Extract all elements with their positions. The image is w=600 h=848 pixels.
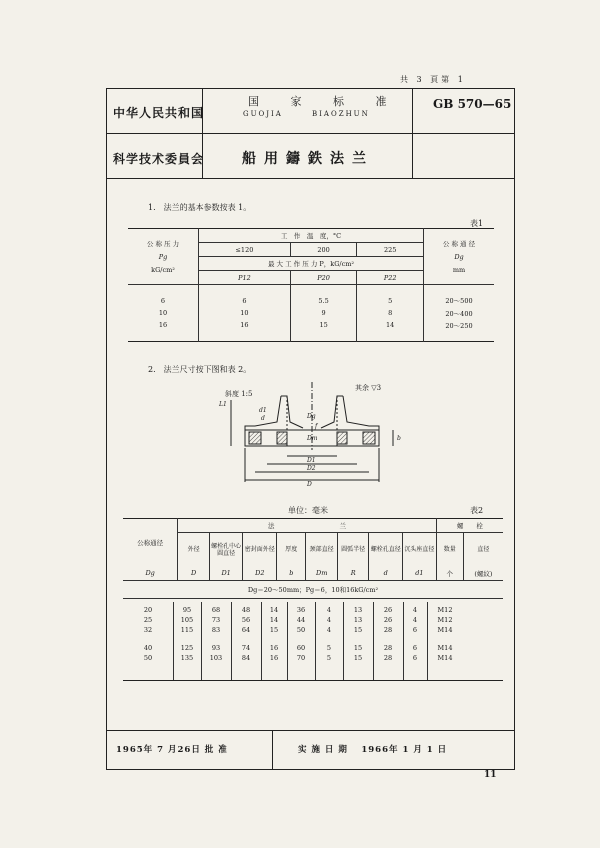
t1-temp-3: 225 (357, 243, 424, 257)
table-cell: 26 (383, 606, 393, 614)
table-cell: 13 (353, 606, 363, 614)
footer-top-line (106, 730, 515, 731)
t1-pressure-label: 公 称 压 力 (146, 240, 180, 248)
fig-label-l1: L1 (219, 401, 227, 408)
t1-pressure-unit: kG/cm² (151, 266, 175, 274)
paragraph-1: 1. 法兰的基本参数按表 1。 (148, 203, 252, 212)
table-cell: 14 (357, 321, 424, 342)
t2-col-counterbore: 沉头座直径 (403, 533, 437, 567)
table-cell: 5 (326, 644, 332, 652)
t1-max-pressure-header: 最 大 工 作 压 力 P，kG/cm² (199, 257, 424, 271)
table-1 (128, 228, 494, 342)
table-cell: 15 (269, 626, 279, 634)
table-cell: 4 (412, 606, 418, 614)
t2-sym: D2 (243, 567, 277, 581)
table-cell: 5 (357, 285, 424, 306)
table-cell: 73 (211, 616, 221, 624)
table-cell: 9 (290, 305, 357, 321)
t2-sym: Dg (123, 567, 178, 581)
table-cell: M12 (437, 616, 453, 624)
document-title: 船用鑄鉄法兰 (242, 151, 374, 167)
table-cell: 20～400 (445, 309, 473, 318)
table-cell: M14 (437, 626, 453, 634)
t2-flange-header: 法 兰 (178, 519, 436, 533)
t2-sym: d (369, 567, 403, 581)
table-2 (123, 518, 503, 599)
t1-temp-1: ≤120 (199, 243, 291, 257)
table-cell: 28 (383, 654, 393, 662)
t2-condition: Dg＝20～50mm；Pg＝6，10和16kG/cm² (247, 586, 379, 594)
fig-label-d: d (261, 415, 265, 422)
fig-label-d2: D2 (307, 465, 316, 472)
table-column-divider (173, 602, 174, 680)
table-cell: 115 (180, 626, 194, 634)
table-cell: M12 (437, 606, 453, 614)
t1-psym-2: P20 (290, 271, 357, 285)
t2-dn-header: 公称通径 (123, 519, 178, 567)
fig-label-d1-circle: D1 (307, 457, 316, 464)
table-cell: 10 (199, 305, 291, 321)
table-cell: 6 (412, 644, 418, 652)
table-cell: 5.5 (290, 285, 357, 306)
table-cell: 125 (180, 644, 194, 652)
fig-label-dg: Dg (307, 413, 316, 420)
table-cell: 48 (241, 606, 251, 614)
t2-col-od: 外径 (178, 533, 209, 567)
flange-drawing (215, 378, 415, 488)
fig-label-d-outer: D (307, 481, 312, 488)
table-cell: 4 (326, 606, 332, 614)
table-cell: 103 (209, 654, 223, 662)
table-2-label: 表2 (470, 506, 484, 515)
t2-col-thickness: 厚度 (277, 533, 306, 567)
table-cell: 60 (296, 644, 306, 652)
table-cell: 70 (296, 654, 306, 662)
standard-title-pinyin-1: GUOJIA (243, 110, 283, 118)
table-column-divider (287, 602, 288, 680)
t1-dn-symbol: Dg (454, 253, 464, 261)
t2-col-thread: 直径 (477, 546, 490, 554)
t1-dn-header (424, 229, 495, 285)
fig-taper-note: 斜度 1:5 (225, 390, 253, 398)
t2-sym: d1 (403, 567, 437, 581)
paragraph-2: 2. 法兰尺寸按下图和表 2。 (148, 365, 252, 374)
table-cell: 93 (211, 644, 221, 652)
table-cell: 16 (199, 321, 291, 342)
table-cell: 6 (412, 654, 418, 662)
t1-psym-3: P22 (357, 271, 424, 285)
table-cell: 26 (383, 616, 393, 624)
fig-rest-note: 其余 ▽3 (355, 384, 382, 392)
table-cell: 56 (241, 616, 251, 624)
table-cell: 135 (180, 654, 194, 662)
approval-date: 1965年 7 月26日 批 准 (116, 745, 228, 755)
table-column-divider (343, 602, 344, 680)
org-line-2: 科学技术委員会 (113, 152, 205, 166)
table-cell: 40 (143, 644, 153, 652)
table-cell: 6 (199, 285, 291, 306)
table-2-unit: 单位：毫米 (288, 506, 328, 515)
standard-title-cn: 国 家 标 准 (248, 95, 401, 108)
table-cell: 16 (269, 644, 279, 652)
standard-title-pinyin-2: BIAOZHUN (312, 110, 370, 118)
table-cell: 44 (296, 616, 306, 624)
table-cell: 6 (412, 626, 418, 634)
t2-sym: 个 (436, 567, 463, 581)
table-cell: 4 (326, 616, 332, 624)
table-cell: 14 (269, 616, 279, 624)
table-column-divider (261, 602, 262, 680)
t1-temp-2: 200 (290, 243, 357, 257)
table-cell: 64 (241, 626, 251, 634)
fig-label-b: b (397, 435, 401, 442)
table-cell: 50 (296, 626, 306, 634)
table-cell: 84 (241, 654, 251, 662)
table-cell: 36 (296, 606, 306, 614)
table-cell: 20～250 (445, 322, 473, 330)
table-cell: 10 (128, 305, 199, 321)
table-cell: 14 (269, 606, 279, 614)
t2-sym: Dm (306, 567, 337, 581)
table-column-divider (315, 602, 316, 680)
t1-temp-header: 工 作 温 度，°C (199, 229, 424, 243)
table-cell: 28 (383, 626, 393, 634)
table-cell: 83 (211, 626, 221, 634)
table-column-divider (231, 602, 232, 680)
t2-bolt-header: 螺 栓 (436, 519, 503, 533)
table-cell: 15 (353, 644, 363, 652)
table-cell: 50 (143, 654, 153, 662)
footer-divider (272, 730, 273, 770)
table-column-divider (403, 602, 404, 680)
table-cell: 105 (180, 616, 194, 624)
fig-label-f: f (315, 423, 318, 430)
t1-dn-unit: mm (452, 266, 466, 274)
standard-code: GB 570—65 (433, 97, 512, 111)
t2-sym: R (337, 567, 368, 581)
table-cell: 5 (326, 654, 332, 662)
table-column-divider (373, 602, 374, 680)
header-bottom-line (106, 178, 515, 179)
table-cell: 15 (290, 321, 357, 342)
table-cell: 16 (128, 321, 199, 342)
table-cell: 15 (353, 626, 363, 634)
table-cell: 32 (143, 626, 153, 634)
t2-col-neck: 颈部直径 (306, 533, 337, 567)
t2-col-radius: 圆弧半径 (337, 533, 368, 567)
table-cell: 95 (182, 606, 192, 614)
table-cell: M14 (437, 644, 453, 652)
table-cell: 4 (412, 616, 418, 624)
table-cell: 20 (143, 606, 153, 614)
table-cell: M14 (437, 654, 453, 662)
table-cell: 4 (326, 626, 332, 634)
t1-dn-label: 公 称 通 径 (442, 240, 476, 248)
table-column-divider (201, 602, 202, 680)
table-cell: 8 (357, 305, 424, 321)
table-cell: 6 (128, 285, 199, 306)
t1-pressure-symbol: Pg (158, 253, 168, 261)
table-cell: 15 (353, 654, 363, 662)
table-cell: 68 (211, 606, 221, 614)
t2-sym: (螺紋) (474, 569, 493, 578)
table-cell: 13 (353, 616, 363, 624)
table-cell: 20～500 (445, 297, 473, 305)
page-number: 11 (484, 770, 497, 780)
table-2-body (123, 602, 503, 681)
org-line-1: 中华人民共和国 (113, 106, 205, 120)
t2-sym: b (277, 567, 306, 581)
t2-col-qty: 数量 (436, 533, 463, 567)
t2-col-bolt-hole: 螺栓孔直径 (369, 533, 403, 567)
header-middle-line (106, 133, 515, 134)
t2-col-seal-od: 密封面外径 (243, 533, 277, 567)
table-cell: 25 (143, 616, 153, 624)
table-cell: 74 (241, 644, 251, 652)
table-cell: 28 (383, 644, 393, 652)
t1-pressure-header (128, 229, 199, 285)
fig-label-d1: d1 (259, 407, 267, 414)
effective-date: 实 施 日 期 1966年 1 月 1 日 (298, 745, 448, 755)
table-column-divider (427, 602, 428, 680)
t2-sym: D1 (209, 567, 243, 581)
table-1-label: 表1 (470, 219, 484, 228)
t2-col-bolt-circle: 螺栓孔中心圆直径 (209, 533, 243, 567)
fig-label-dm: Dm (307, 435, 318, 442)
t1-psym-1: P12 (199, 271, 291, 285)
t2-sym: D (178, 567, 209, 581)
table-cell: 16 (269, 654, 279, 662)
page-count: 共 3 頁第 1 (400, 75, 466, 84)
